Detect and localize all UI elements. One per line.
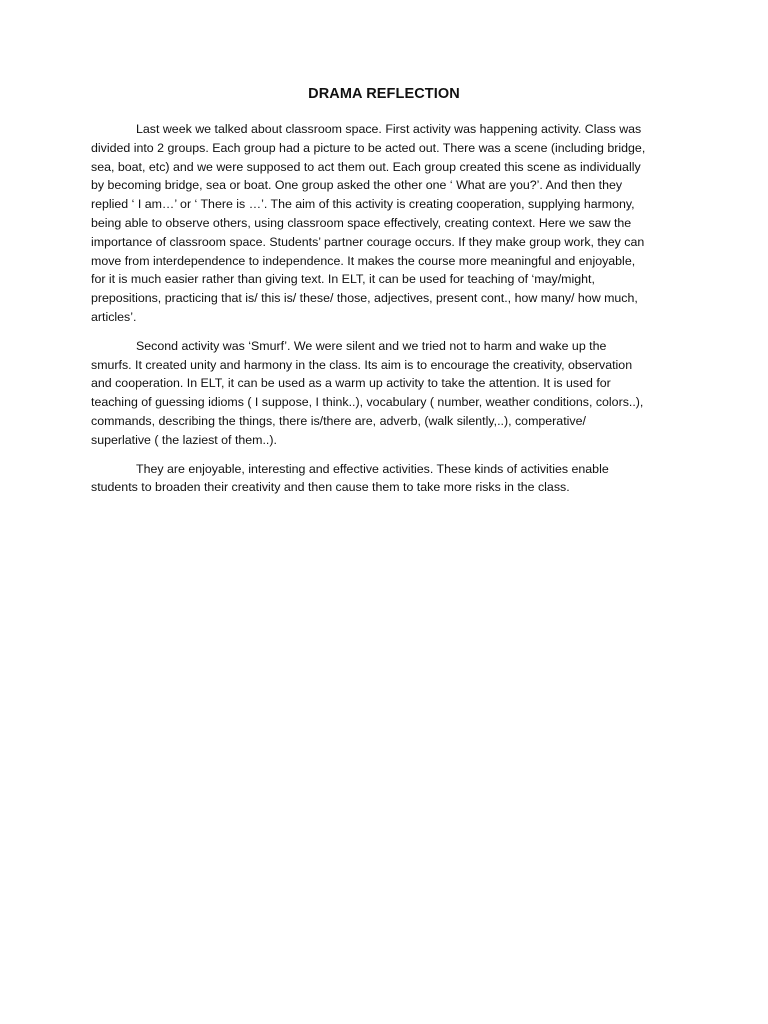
paragraph-line: being able to observe others, using classroom space effectively, creating context. Here we saw the bbox=[91, 215, 632, 230]
paragraph-line: Second activity was ‘Smurf’. We were silent and we tried not to harm and wake up the bbox=[136, 338, 607, 353]
paragraph-line: teaching of guessing idioms ( I suppose, I think..), vocabulary ( number, weather conditions, colors..), bbox=[91, 395, 644, 410]
paragraph-line: sea, boat, etc) and we were supposed to act them out. Each group created this scene as individually bbox=[91, 159, 641, 174]
paragraph-line: importance of classroom space. Students’ partner courage occurs. If they make group work, they can bbox=[91, 234, 645, 249]
paragraph-line: commands, describing the things, there is/there are, adverb, (walk silently,..), comperative/ bbox=[91, 413, 586, 428]
document-title: DRAMA REFLECTION bbox=[308, 86, 460, 102]
paragraph-line: superlative ( the laziest of them..). bbox=[91, 432, 277, 447]
paragraph-line: divided into 2 groups. Each group had a picture to be acted out. There was a scene (including bridge, bbox=[91, 140, 646, 155]
paragraph-1 bbox=[91, 120, 681, 327]
paragraph-line: move from interdependence to independence. It makes the course more meaningful and enjoyable, bbox=[91, 253, 636, 268]
paragraph-line: smurfs. It created unity and harmony in the class. Its aim is to encourage the creativity, observation bbox=[91, 357, 633, 372]
paragraph-3 bbox=[91, 460, 681, 498]
paragraph-line: by becoming bridge, sea or boat. One group asked the other one ‘ What are you?’. And then they bbox=[91, 178, 623, 193]
paragraph-line: prepositions, practicing that is/ this is/ these/ those, adjectives, present cont., how many/ how much, bbox=[91, 291, 638, 306]
document-body bbox=[91, 120, 681, 507]
paragraph-line: Last week we talked about classroom space. First activity was happening activity. Class was bbox=[136, 122, 642, 136]
paragraph-line: for it is much easier rather than giving text. In ELT, it can be used for teaching of ‘may/might, bbox=[91, 272, 595, 287]
paragraph-line: students to broaden their creativity and then cause them to take more risks in the class. bbox=[91, 480, 570, 495]
paragraph-2 bbox=[91, 337, 681, 450]
paragraph-line: articles’. bbox=[91, 309, 137, 324]
paragraph-line: replied ‘ I am…’ or ‘ There is …’. The aim of this activity is creating cooperation, supplying harmony, bbox=[91, 197, 635, 212]
paragraph-line: They are enjoyable, interesting and effective activities. These kinds of activities enable bbox=[136, 461, 609, 476]
paragraph-line: and cooperation. In ELT, it can be used as a warm up activity to take the attention. It is used for bbox=[91, 376, 611, 391]
